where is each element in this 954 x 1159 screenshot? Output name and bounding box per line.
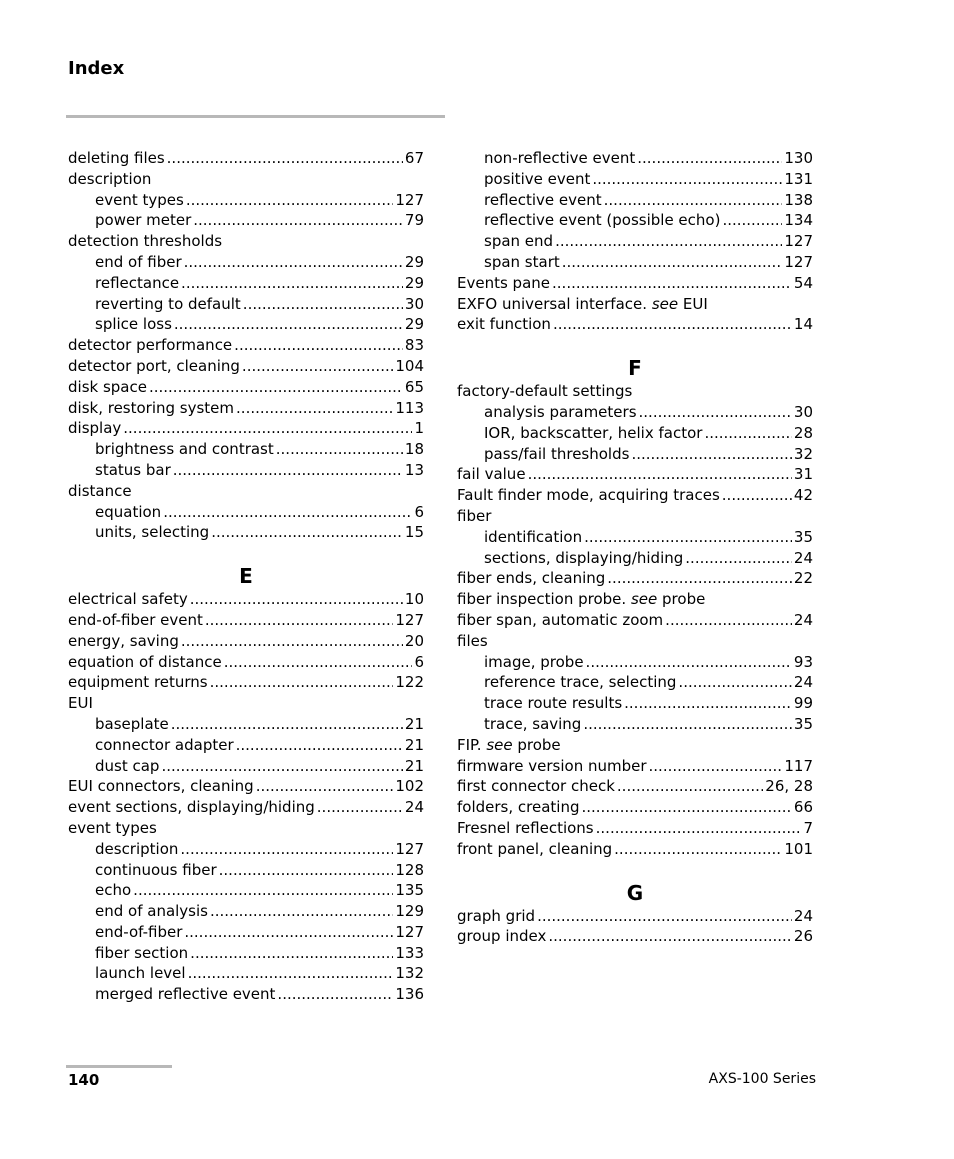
index-term: disk, restoring system bbox=[68, 398, 235, 417]
index-term: connector adapter bbox=[95, 735, 234, 754]
dot-leader bbox=[184, 922, 393, 943]
index-page-ref: 79 bbox=[404, 211, 424, 230]
index-page-ref: 127 bbox=[395, 839, 424, 858]
index-term: reflectance bbox=[95, 273, 180, 292]
index-subentry bbox=[68, 294, 424, 315]
dot-leader bbox=[665, 610, 792, 631]
dot-leader bbox=[243, 294, 403, 315]
dot-leader bbox=[234, 335, 403, 356]
index-letter-heading: G bbox=[626, 880, 644, 905]
index-term: Fault finder mode, acquiring traces bbox=[457, 486, 720, 505]
index-page-ref: 66 bbox=[793, 798, 813, 817]
index-page-ref: 35 bbox=[793, 527, 813, 546]
index-page-ref: 24 bbox=[793, 673, 813, 692]
index-term: reflective event (possible echo) bbox=[484, 211, 721, 230]
index-term: brightness and contrast bbox=[95, 440, 274, 459]
index-page-ref: 29 bbox=[404, 315, 424, 334]
index-subentry bbox=[68, 839, 424, 860]
index-term: span start bbox=[484, 252, 560, 271]
dot-leader bbox=[596, 818, 802, 839]
index-term: end of analysis bbox=[95, 902, 208, 921]
index-page-ref: 29 bbox=[404, 252, 424, 271]
index-term: units, selecting bbox=[95, 523, 210, 542]
index-term: splice loss bbox=[95, 315, 172, 334]
index-term: energy, saving bbox=[68, 631, 179, 650]
index-page-ref: 24 bbox=[793, 610, 813, 629]
index-page-ref: 67 bbox=[404, 149, 424, 167]
dot-leader bbox=[181, 631, 403, 652]
index-term bbox=[457, 589, 705, 610]
index-entry bbox=[457, 631, 813, 652]
index-subentry bbox=[68, 756, 424, 777]
dot-leader bbox=[528, 464, 792, 485]
index-term: reference trace, selecting bbox=[484, 673, 677, 692]
index-term: electrical safety bbox=[68, 590, 188, 609]
index-page-ref: 6 bbox=[414, 652, 424, 671]
index-term: launch level bbox=[95, 964, 186, 983]
index-page-ref: 122 bbox=[395, 673, 424, 692]
index-page-ref: 131 bbox=[784, 169, 813, 188]
index-subentry bbox=[457, 402, 813, 423]
dot-leader bbox=[552, 273, 792, 294]
dot-leader bbox=[583, 714, 792, 735]
index-entry bbox=[457, 589, 813, 610]
index-term: detector performance bbox=[68, 336, 233, 355]
index-page-ref: 14 bbox=[793, 315, 813, 334]
index-term: analysis parameters bbox=[484, 402, 637, 421]
index-term: positive event bbox=[484, 169, 591, 188]
index-term: equation of distance bbox=[68, 652, 222, 671]
dot-leader bbox=[173, 460, 403, 481]
dot-leader bbox=[186, 190, 394, 211]
index-entry bbox=[68, 610, 424, 631]
index-term: span end bbox=[484, 232, 554, 251]
dot-leader bbox=[210, 672, 394, 693]
dot-leader bbox=[180, 839, 393, 860]
index-page-ref: 42 bbox=[793, 486, 813, 505]
index-subentry bbox=[68, 901, 424, 922]
index-page-ref: 65 bbox=[404, 377, 424, 396]
dot-leader bbox=[167, 148, 403, 169]
index-page-ref: 101 bbox=[784, 839, 813, 858]
dot-leader bbox=[133, 880, 393, 901]
dot-leader bbox=[678, 672, 791, 693]
index-term: end-of-fiber bbox=[95, 922, 183, 941]
index-page-ref: 138 bbox=[784, 190, 813, 209]
index-page-ref: 132 bbox=[395, 964, 424, 983]
index-term: folders, creating bbox=[457, 798, 580, 817]
footer-divider bbox=[66, 1065, 172, 1068]
index-subentry bbox=[457, 652, 813, 673]
index-entry bbox=[68, 776, 424, 797]
index-term bbox=[457, 735, 561, 756]
index-term: baseplate bbox=[95, 714, 169, 733]
dot-leader bbox=[614, 839, 782, 860]
dot-leader bbox=[548, 926, 792, 947]
index-term: fiber span, automatic zoom bbox=[457, 610, 664, 629]
index-subentry bbox=[457, 148, 813, 169]
header-divider bbox=[66, 115, 445, 118]
index-subentry bbox=[68, 984, 424, 1005]
index-term: equipment returns bbox=[68, 673, 208, 692]
index-page-ref: 129 bbox=[395, 902, 424, 921]
dot-leader bbox=[624, 693, 792, 714]
index-see-word: see bbox=[630, 590, 658, 609]
index-subentry bbox=[457, 548, 813, 569]
dot-leader bbox=[219, 860, 394, 881]
index-page-ref: 24 bbox=[793, 548, 813, 567]
index-page-ref: 104 bbox=[395, 356, 424, 375]
index-term: reverting to default bbox=[95, 294, 241, 313]
index-subentry bbox=[68, 943, 424, 964]
index-subentry bbox=[68, 922, 424, 943]
dot-leader bbox=[586, 652, 792, 673]
index-page-ref: 24 bbox=[404, 798, 424, 817]
dot-leader bbox=[171, 714, 403, 735]
index-subentry bbox=[457, 444, 813, 465]
index-term: identification bbox=[484, 527, 583, 546]
dot-leader bbox=[607, 568, 792, 589]
index-term: end-of-fiber event bbox=[68, 610, 203, 629]
index-entry bbox=[68, 356, 424, 377]
index-entry bbox=[457, 756, 813, 777]
index-page-ref: 117 bbox=[784, 756, 813, 775]
index-entry bbox=[68, 335, 424, 356]
dot-leader bbox=[592, 169, 782, 190]
index-letter-heading: E bbox=[239, 564, 253, 589]
dot-leader bbox=[190, 589, 403, 610]
index-page-ref: 127 bbox=[784, 252, 813, 271]
index-term: first connector check bbox=[457, 777, 615, 796]
index-term: dust cap bbox=[95, 756, 160, 775]
footer-page-number: 140 bbox=[68, 1071, 100, 1089]
index-subentry bbox=[68, 880, 424, 901]
index-term: fiber bbox=[457, 506, 492, 525]
index-entry bbox=[457, 610, 813, 631]
index-page-ref: 130 bbox=[784, 149, 813, 167]
index-term: status bar bbox=[95, 460, 171, 479]
index-subentry bbox=[457, 423, 813, 444]
index-term: power meter bbox=[95, 211, 192, 230]
index-entry bbox=[68, 672, 424, 693]
dot-leader bbox=[277, 984, 393, 1005]
dot-leader bbox=[184, 252, 403, 273]
index-term: merged reflective event bbox=[95, 985, 276, 1004]
index-entry bbox=[68, 797, 424, 818]
index-subentry bbox=[68, 522, 424, 543]
dot-leader bbox=[581, 797, 791, 818]
index-term: fiber ends, cleaning bbox=[457, 569, 606, 588]
index-entry bbox=[457, 926, 813, 947]
dot-leader bbox=[685, 548, 792, 569]
index-page-ref: 21 bbox=[404, 756, 424, 775]
dot-leader bbox=[210, 901, 393, 922]
dot-leader bbox=[224, 652, 413, 673]
index-term: event types bbox=[95, 190, 184, 209]
index-page-ref: 15 bbox=[404, 523, 424, 542]
index-entry bbox=[457, 506, 813, 527]
index-subentry bbox=[68, 735, 424, 756]
index-term: reflective event bbox=[484, 190, 602, 209]
index-entry bbox=[68, 693, 424, 714]
index-entry bbox=[457, 735, 813, 756]
index-page-ref: 20 bbox=[404, 631, 424, 650]
index-page-ref: 135 bbox=[395, 881, 424, 900]
index-see-term: EXFO universal interface. bbox=[457, 294, 648, 313]
index-subentry bbox=[457, 527, 813, 548]
index-page-ref: 13 bbox=[404, 460, 424, 479]
index-subentry bbox=[68, 714, 424, 735]
index-entry bbox=[68, 377, 424, 398]
index-entry bbox=[68, 481, 424, 502]
dot-leader bbox=[704, 423, 791, 444]
index-page-ref: 102 bbox=[395, 777, 424, 796]
index-page-ref: 10 bbox=[404, 590, 424, 609]
index-page-ref: 21 bbox=[404, 714, 424, 733]
dot-leader bbox=[639, 402, 792, 423]
index-term: EUI bbox=[68, 694, 93, 713]
index-see-term: FIP. bbox=[457, 735, 482, 754]
index-page-ref: 26, 28 bbox=[765, 777, 813, 796]
index-term: end of fiber bbox=[95, 252, 182, 271]
index-subentry bbox=[68, 502, 424, 523]
dot-leader bbox=[236, 735, 403, 756]
index-column-right bbox=[457, 148, 813, 947]
index-term: group index bbox=[457, 927, 547, 946]
index-entry bbox=[68, 418, 424, 439]
index-term: description bbox=[95, 839, 179, 858]
dot-leader bbox=[211, 522, 403, 543]
index-term: deleting files bbox=[68, 149, 165, 167]
index-see-term: fiber inspection probe. bbox=[457, 590, 627, 609]
index-term: continuous fiber bbox=[95, 860, 217, 879]
index-term: factory-default settings bbox=[457, 382, 633, 401]
dot-leader bbox=[562, 252, 783, 273]
index-page-ref: 127 bbox=[395, 190, 424, 209]
index-term: trace route results bbox=[484, 694, 623, 713]
index-entry bbox=[457, 464, 813, 485]
index-term: detection thresholds bbox=[68, 232, 223, 251]
index-page-ref: 1 bbox=[414, 419, 424, 438]
dot-leader bbox=[317, 797, 403, 818]
dot-leader bbox=[617, 776, 763, 797]
dot-leader bbox=[537, 906, 792, 927]
index-subentry bbox=[457, 252, 813, 273]
index-term: disk space bbox=[68, 377, 147, 396]
index-entry bbox=[68, 631, 424, 652]
index-see-word: see bbox=[651, 294, 679, 313]
index-page-ref: 128 bbox=[395, 860, 424, 879]
dot-leader bbox=[236, 398, 393, 419]
index-term: firmware version number bbox=[457, 756, 647, 775]
index-page-ref: 22 bbox=[793, 569, 813, 588]
dot-leader bbox=[722, 210, 782, 231]
index-see-word: see bbox=[486, 735, 513, 754]
index-subentry bbox=[68, 273, 424, 294]
index-entry bbox=[457, 818, 813, 839]
index-page-ref: 83 bbox=[404, 336, 424, 355]
index-term: front panel, cleaning bbox=[457, 839, 613, 858]
index-subentry bbox=[457, 231, 813, 252]
dot-leader bbox=[205, 610, 394, 631]
index-subentry bbox=[68, 252, 424, 273]
index-page-ref: 31 bbox=[793, 465, 813, 484]
index-entry bbox=[68, 148, 424, 169]
index-page-ref: 136 bbox=[395, 985, 424, 1004]
index-page-ref: 127 bbox=[395, 610, 424, 629]
index-letter-heading: F bbox=[628, 356, 642, 381]
index-term: event sections, displaying/hiding bbox=[68, 798, 315, 817]
dot-leader bbox=[555, 231, 782, 252]
index-subentry bbox=[457, 169, 813, 190]
index-term: EUI connectors, cleaning bbox=[68, 777, 254, 796]
footer-product-name: AXS-100 Series bbox=[708, 1071, 816, 1087]
index-term: graph grid bbox=[457, 906, 536, 925]
index-page-ref: 35 bbox=[793, 714, 813, 733]
index-entry bbox=[68, 652, 424, 673]
index-page-ref: 134 bbox=[784, 211, 813, 230]
index-page-ref: 113 bbox=[395, 398, 424, 417]
index-term: Fresnel reflections bbox=[457, 818, 594, 837]
index-subentry bbox=[68, 460, 424, 481]
index-page-ref: 6 bbox=[414, 502, 424, 521]
index-subentry bbox=[457, 714, 813, 735]
index-page-ref: 7 bbox=[803, 818, 813, 837]
dot-leader bbox=[163, 502, 412, 523]
index-page-ref: 32 bbox=[793, 444, 813, 463]
index-term: detector port, cleaning bbox=[68, 356, 240, 375]
dot-leader bbox=[161, 756, 402, 777]
index-entry bbox=[457, 839, 813, 860]
index-entry bbox=[68, 589, 424, 610]
index-subentry bbox=[68, 963, 424, 984]
dot-leader bbox=[190, 943, 393, 964]
index-term: trace, saving bbox=[484, 714, 582, 733]
index-term: display bbox=[68, 419, 122, 438]
index-page-ref: 18 bbox=[404, 440, 424, 459]
index-term: fiber section bbox=[95, 943, 189, 962]
index-see-target: probe bbox=[517, 735, 561, 754]
index-term: echo bbox=[95, 881, 132, 900]
index-term: pass/fail thresholds bbox=[484, 444, 630, 463]
index-term: IOR, backscatter, helix factor bbox=[484, 423, 703, 442]
index-term: event types bbox=[68, 818, 157, 837]
index-term: exit function bbox=[457, 315, 551, 334]
index-column-left bbox=[68, 148, 424, 1005]
index-term: equation bbox=[95, 502, 162, 521]
dot-leader bbox=[584, 527, 792, 548]
dot-leader bbox=[631, 444, 791, 465]
index-entry bbox=[457, 381, 813, 402]
index-page-ref: 30 bbox=[793, 402, 813, 421]
dot-leader bbox=[123, 418, 412, 439]
index-page-ref: 133 bbox=[395, 943, 424, 962]
dot-leader bbox=[637, 148, 782, 169]
index-see-target: EUI bbox=[682, 294, 708, 313]
index-entry bbox=[68, 231, 424, 252]
dot-leader bbox=[604, 190, 783, 211]
index-page-ref: 21 bbox=[404, 735, 424, 754]
index-entry bbox=[68, 169, 424, 190]
index-term: fail value bbox=[457, 465, 526, 484]
index-subentry bbox=[457, 693, 813, 714]
index-entry bbox=[68, 818, 424, 839]
index-term: image, probe bbox=[484, 652, 584, 671]
index-page-ref: 93 bbox=[793, 652, 813, 671]
index-entry bbox=[457, 776, 813, 797]
index-page-ref: 99 bbox=[793, 694, 813, 713]
dot-leader bbox=[188, 963, 394, 984]
index-term: non-reflective event bbox=[484, 149, 636, 167]
index-term: Events pane bbox=[457, 273, 551, 292]
index-entry bbox=[457, 273, 813, 294]
index-see-target: probe bbox=[662, 590, 706, 609]
index-term: sections, displaying/hiding bbox=[484, 548, 684, 567]
index-subentry bbox=[68, 190, 424, 211]
dot-leader bbox=[181, 273, 403, 294]
dot-leader bbox=[276, 439, 403, 460]
index-subentry bbox=[457, 672, 813, 693]
index-subentry bbox=[457, 210, 813, 231]
index-entry bbox=[457, 294, 813, 315]
index-page-ref: 30 bbox=[404, 294, 424, 313]
index-page-ref: 54 bbox=[793, 273, 813, 292]
dot-leader bbox=[193, 210, 403, 231]
dot-leader bbox=[553, 314, 792, 335]
index-entry bbox=[457, 568, 813, 589]
index-page-ref: 26 bbox=[793, 927, 813, 946]
index-term bbox=[457, 294, 708, 315]
dot-leader bbox=[149, 377, 403, 398]
dot-leader bbox=[242, 356, 393, 377]
dot-leader bbox=[256, 776, 394, 797]
index-page-ref: 127 bbox=[784, 232, 813, 251]
dot-leader bbox=[722, 485, 792, 506]
index-subentry bbox=[68, 314, 424, 335]
index-page-ref: 24 bbox=[793, 906, 813, 925]
index-term: description bbox=[68, 169, 152, 188]
index-entry bbox=[457, 906, 813, 927]
index-entry bbox=[457, 485, 813, 506]
index-entry bbox=[68, 398, 424, 419]
index-entry bbox=[457, 314, 813, 335]
index-subentry bbox=[68, 439, 424, 460]
index-subentry bbox=[457, 190, 813, 211]
index-page-ref: 28 bbox=[793, 423, 813, 442]
index-entry bbox=[457, 797, 813, 818]
index-subentry bbox=[68, 210, 424, 231]
index-page-ref: 127 bbox=[395, 922, 424, 941]
index-page-ref: 29 bbox=[404, 273, 424, 292]
index-term: files bbox=[457, 631, 488, 650]
index-subentry bbox=[68, 860, 424, 881]
dot-leader bbox=[649, 756, 783, 777]
page-header-title: Index bbox=[68, 58, 125, 79]
dot-leader bbox=[174, 314, 403, 335]
index-term: distance bbox=[68, 481, 132, 500]
